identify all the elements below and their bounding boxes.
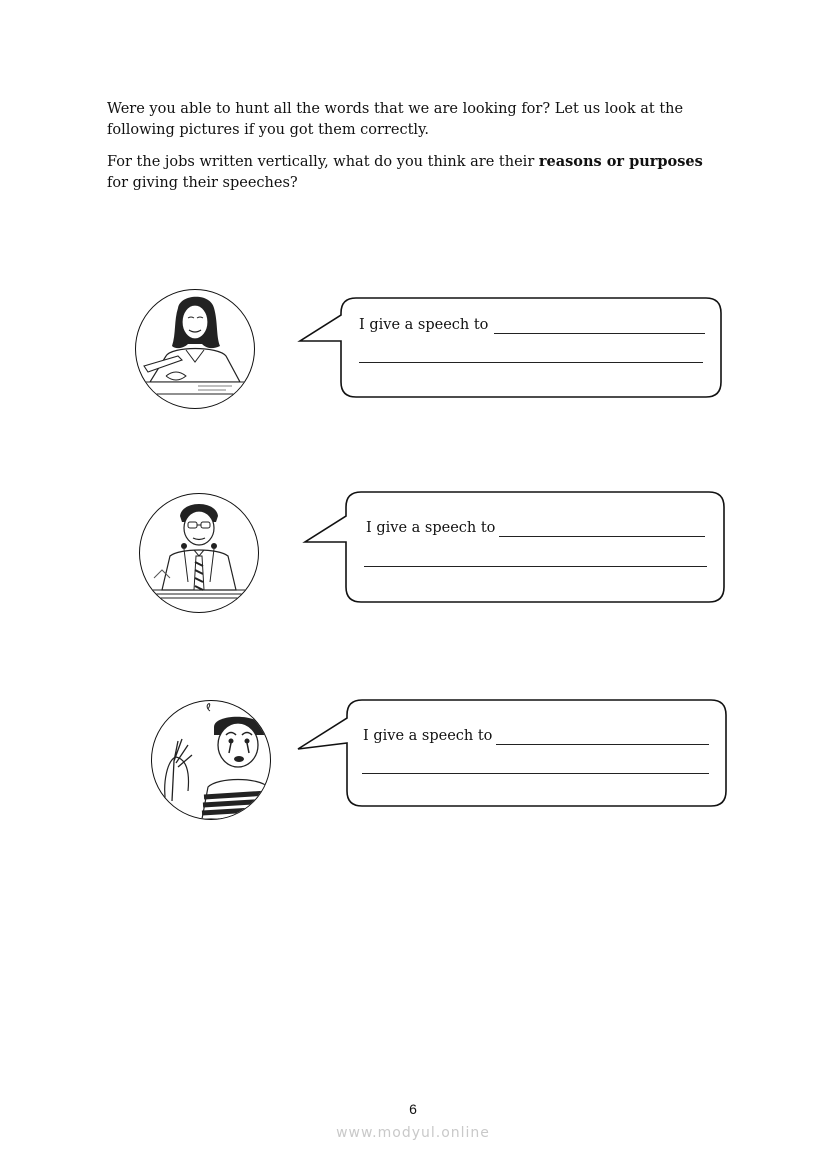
answer-blank-line[interactable] bbox=[359, 362, 703, 363]
exercise-item-1 bbox=[0, 287, 826, 412]
exercise-item-3 bbox=[0, 698, 826, 823]
exercise-item-2 bbox=[0, 490, 826, 615]
answer-blank-line[interactable] bbox=[364, 566, 707, 567]
page-number: 6 bbox=[409, 1101, 417, 1117]
emphasis-reasons-or-purposes: reasons or purposes bbox=[538, 153, 703, 170]
speech-bubble bbox=[0, 287, 826, 412]
speech-bubble bbox=[0, 698, 826, 823]
answer-blank-inline[interactable] bbox=[494, 333, 705, 334]
instruction-paragraph-2 bbox=[107, 151, 727, 194]
speech-bubble bbox=[0, 490, 826, 615]
instruction-paragraph-1: Were you able to hunt all the words that we are looking for? Let us look at the following pictures if you got them correctly. bbox=[107, 101, 684, 138]
speech-prompt: I give a speech to bbox=[366, 520, 496, 536]
watermark: www.modyul.online bbox=[336, 1125, 490, 1141]
instruction-text-end: for giving their speeches? bbox=[107, 175, 298, 191]
answer-blank-line[interactable] bbox=[362, 773, 709, 774]
answer-blank-inline[interactable] bbox=[496, 744, 709, 745]
answer-blank-inline[interactable] bbox=[499, 536, 705, 537]
speech-prompt: I give a speech to bbox=[363, 728, 493, 744]
instruction-text: For the jobs written vertically, what do you think are their bbox=[107, 154, 539, 170]
speech-prompt: I give a speech to bbox=[359, 317, 489, 333]
